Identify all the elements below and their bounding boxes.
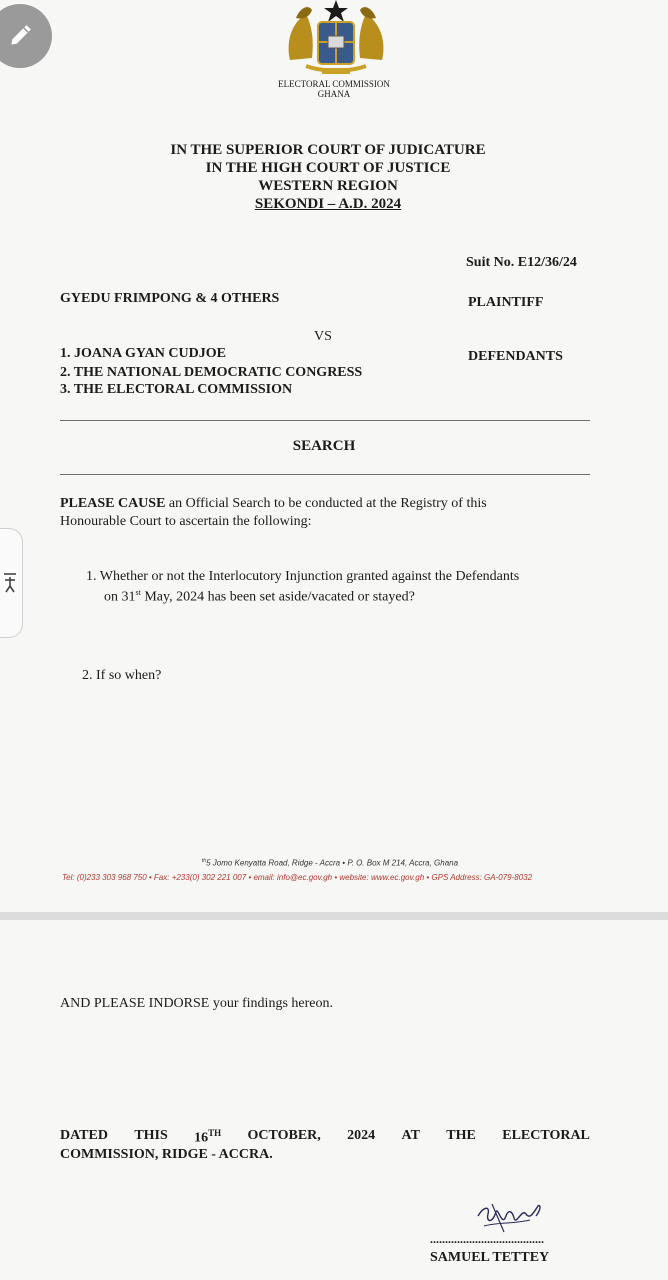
accessibility-tab[interactable]: [0, 528, 23, 638]
intro-paragraph-line-1: [60, 496, 590, 512]
coat-of-arms-icon: [282, 0, 390, 76]
search-item-2: 2. If so when?: [82, 668, 162, 683]
dated-word-7: THE: [446, 1128, 476, 1143]
org-country: GHANA: [317, 89, 351, 99]
org-name: ELECTORAL COMMISSION: [278, 79, 390, 89]
dated-word-8: ELECTORAL: [502, 1128, 590, 1143]
signature-line: ......................................: [430, 1232, 544, 1246]
intro-paragraph-line-2: Honourable Court to ascertain the following:: [60, 514, 312, 529]
dated-word-3: [194, 1128, 221, 1147]
plaintiff-name: GYEDU FRIMPONG & 4 OTHERS: [60, 291, 280, 306]
dated-word-5: 2024: [347, 1128, 376, 1143]
dated-day-sup: TH: [208, 1128, 222, 1138]
signatory-name: SAMUEL TETTEY: [430, 1250, 550, 1265]
divider-bottom: [60, 474, 590, 475]
indorse-post: your findings hereon.: [209, 996, 333, 1011]
dated-word-1: DATED: [60, 1128, 108, 1143]
item1-date-sup: st: [135, 588, 141, 597]
dated-word-6: AT: [401, 1128, 420, 1143]
item1-date-pre: on 31: [104, 589, 136, 605]
dated-line-2: COMMISSION, RIDGE - ACCRA.: [60, 1147, 273, 1162]
footer-contact: Tel: (0)233 303 968 750 • Fax: +233(0) 302 221 007 • email: info@ec.gov.gh • website: www.ec.gov.gh • GPS Address: GA-079-8032: [62, 873, 533, 882]
divider-top: [60, 420, 590, 421]
dated-day: 16: [194, 1130, 209, 1146]
pencil-icon: [7, 23, 33, 49]
document-page-2: [0, 920, 668, 1280]
footer-address-sup: th: [201, 858, 207, 864]
court-line-1: IN THE SUPERIOR COURT OF JUDICATURE: [170, 142, 486, 158]
defendant-3: 3. THE ELECTORAL COMMISSION: [60, 382, 293, 397]
dated-word-2: THIS: [134, 1128, 168, 1143]
page-separator: [0, 912, 668, 920]
court-line-3: WESTERN REGION: [258, 178, 398, 194]
intro-rest: an Official Search to be conducted at the Registry of this: [165, 496, 487, 511]
court-line-2: IN THE HIGH COURT OF JUSTICE: [205, 160, 451, 176]
dated-line-1: [60, 1128, 590, 1147]
document-title: SEARCH: [292, 438, 356, 454]
dated-word-4: OCTOBER,: [247, 1128, 321, 1143]
defendant-1: 1. JOANA GYAN CUDJOE: [60, 346, 226, 361]
court-line-4: SEKONDI – A.D. 2024: [254, 196, 402, 212]
suit-number: Suit No. E12/36/24: [466, 255, 577, 270]
indorse-line: [60, 996, 333, 1012]
item1-date-post: May, 2024 has been set aside/vacated or stayed?: [140, 589, 415, 605]
footer-address-text: 5 Jomo Kenyatta Road, Ridge - Accra • P. O. Box M 214, Accra, Ghana: [206, 858, 459, 868]
accessibility-icon: [3, 572, 17, 594]
intro-bold: PLEASE CAUSE: [60, 496, 166, 511]
defendants-label: DEFENDANTS: [468, 349, 563, 364]
edit-button[interactable]: [0, 4, 52, 68]
defendant-2: 2. THE NATIONAL DEMOCRATIC CONGRESS: [60, 365, 363, 380]
search-item-1-line-2: [104, 588, 415, 606]
versus: VS: [314, 329, 332, 344]
plaintiff-label: PLAINTIFF: [468, 295, 544, 310]
search-item-1-line-1: 1. Whether or not the Interlocutory Injunction granted against the Defendants: [86, 569, 520, 584]
indorse-pre: AND PLEASE INDORSE: [60, 996, 210, 1011]
footer-address: [150, 858, 510, 868]
